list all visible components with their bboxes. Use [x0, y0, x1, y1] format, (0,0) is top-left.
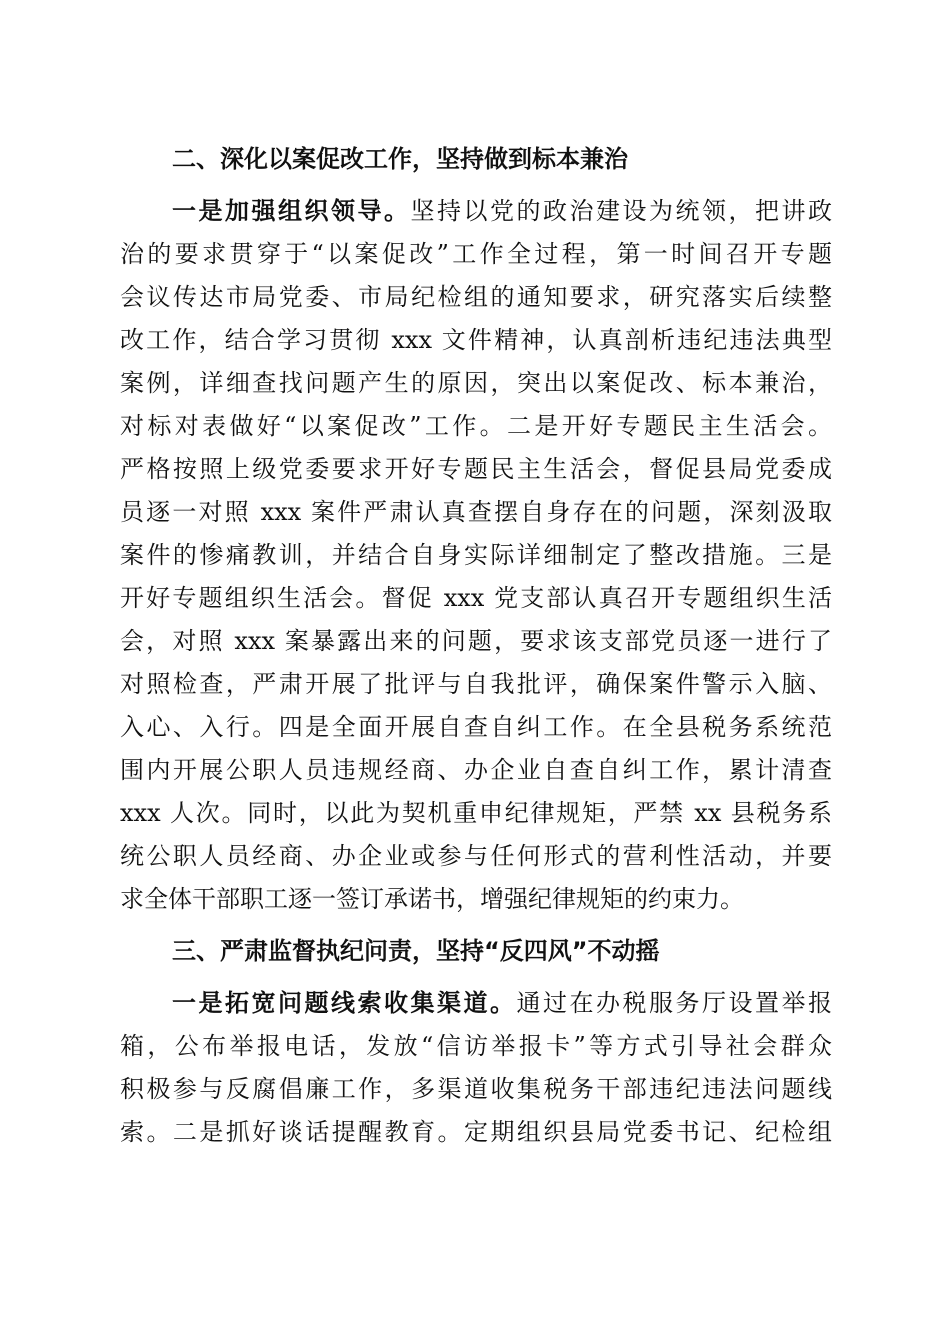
- text-line: 统公职人员经商、办企业或参与任何形式的营利性活动，并要: [120, 842, 832, 870]
- text-line: 严格按照上级党委要求开好专题民主生活会，督促县局党委成: [120, 455, 832, 483]
- text-line: 索。二是抓好谈话提醒教育。定期组织县局党委书记、纪检组: [120, 1118, 832, 1146]
- text-line: 对标对表做好“以案促改”工作。二是开好专题民主生活会。: [120, 412, 832, 440]
- section-3-heading: 三、严肃监督执纪问责，坚持“反四风”不动摇: [172, 937, 660, 965]
- text-line: 治的要求贯穿于“以案促改”工作全过程，第一时间召开专题: [120, 240, 832, 268]
- text-line: 员逐一对照 xxx 案件严肃认真查摆自身存在的问题，深刻汲取: [120, 498, 832, 526]
- text-line: 会，对照 xxx 案暴露出来的问题，要求该支部党员逐一进行了: [120, 627, 832, 655]
- section-3-first-rest: 通过在办税服务厅设置举报: [516, 989, 832, 1017]
- text-line: 对照检查，严肃开展了批评与自我批评，确保案件警示入脑、: [120, 670, 832, 698]
- section-3-lead: 一是拓宽问题线索收集渠道。: [172, 989, 517, 1017]
- text-line: 案件的惨痛教训，并结合自身实际详细制定了整改措施。三是: [120, 541, 832, 569]
- section-2-first-rest: 坚持以党的政治建设为统领，把讲政: [410, 197, 832, 225]
- text-line: 积极参与反腐倡廉工作，多渠道收集税务干部违纪违法问题线: [120, 1075, 832, 1103]
- text-line: 求全体干部职工逐一签订承诺书，增强纪律规矩的约束力。: [120, 885, 744, 913]
- section-2-heading: 二、深化以案促改工作，坚持做到标本兼治: [172, 145, 628, 173]
- text-line: 入心、入行。四是全面开展自查自纠工作。在全县税务系统范: [120, 713, 832, 741]
- section-2-lead: 一是加强组织领导。: [172, 197, 411, 225]
- text-line: 箱，公布举报电话，发放“信访举报卡”等方式引导社会群众: [120, 1032, 832, 1060]
- text-line: 围内开展公职人员违规经商、办企业自查自纠工作，累计清查: [120, 756, 832, 784]
- text-line: 开好专题组织生活会。督促 xxx 党支部认真召开专题组织生活: [120, 584, 832, 612]
- text-line: 改工作，结合学习贯彻 xxx 文件精神，认真剖析违纪违法典型: [120, 326, 832, 354]
- section-2-first-line: [172, 196, 832, 226]
- text-line: 会议传达市局党委、市局纪检组的通知要求，研究落实后续整: [120, 283, 832, 311]
- text-line: xxx 人次。同时，以此为契机重申纪律规矩，严禁 xx 县税务系: [120, 799, 832, 827]
- section-3-first-line: [172, 988, 832, 1018]
- text-line: 案例，详细查找问题产生的原因，突出以案促改、标本兼治，: [120, 369, 832, 397]
